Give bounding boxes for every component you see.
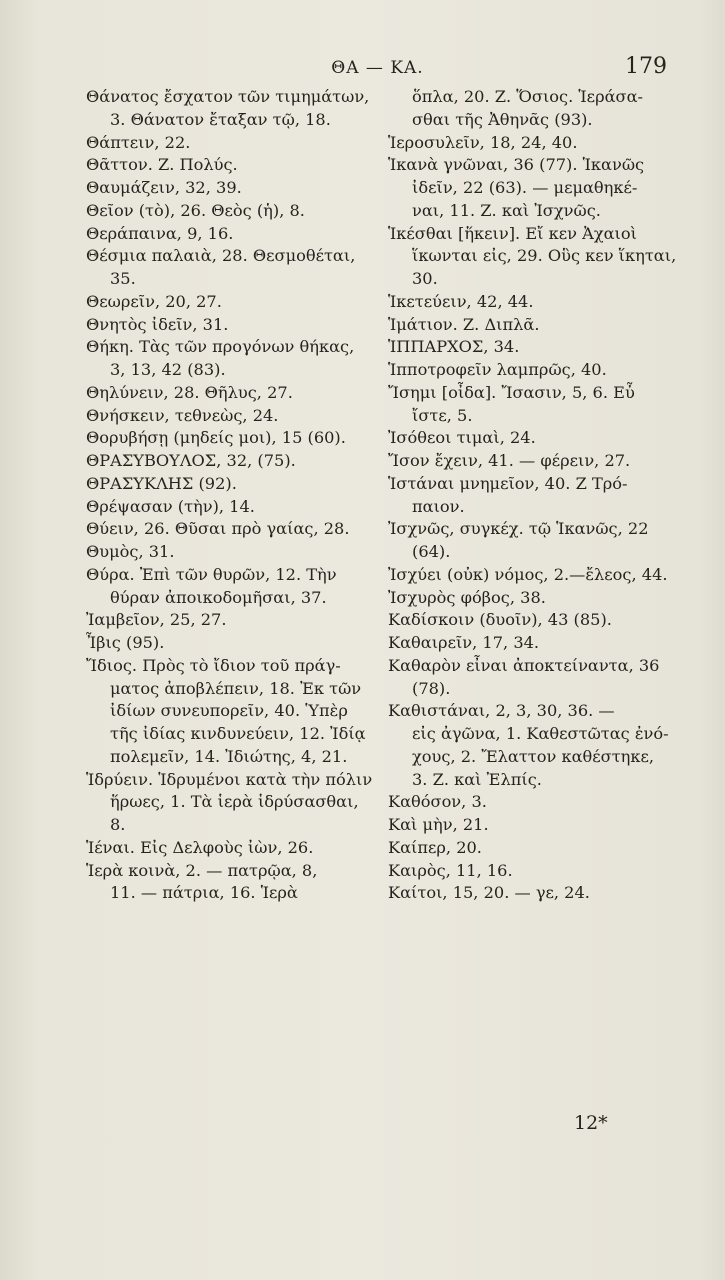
page-header (0, 52, 725, 82)
left-index-line: 8. (110, 815, 126, 834)
right-index-line: Ἰσχνῶς, συγκέχ. τῷ Ἱκανῶς, 22 (388, 519, 649, 539)
right-index-line: Ἱκέσθαι [ἥκειν]. Εἴ κεν Ἀχαιοὶ (388, 223, 637, 243)
right-index-line: Καδίσκοιν (δυοῖν), 43 (85). (388, 610, 612, 630)
right-index-line: παιον. (412, 496, 465, 516)
left-index-line: ΘΡΑΣΥΚΛΗΣ (92). (86, 473, 237, 493)
left-index-line: Θύρα. Ἐπὶ τῶν θυρῶν, 12. Τὴν (86, 564, 337, 584)
right-column (388, 86, 688, 905)
right-index-line: ἰδεῖν, 22 (63). — μεμαθηκέ- (412, 178, 638, 197)
right-index-line: Ἱκετεύειν, 42, 44. (388, 291, 534, 311)
left-index-line: Ἶβις (95). (86, 633, 165, 652)
left-index-line: Θέσμια παλαιὰ, 28. Θεσμοθέται, (86, 246, 356, 266)
right-index-line: 30. (412, 269, 438, 288)
right-index-line: σθαι τῆς Ἀθηνᾶς (93). (412, 109, 593, 129)
left-index-line: Ἱδρύειν. Ἱδρυμένοι κατὰ τὴν πόλιν (86, 769, 373, 789)
right-index-line: Καθιστάναι, 2, 3, 30, 36. — (388, 701, 615, 721)
left-column (86, 86, 382, 905)
right-index-line: ἵκωνται εἰς, 29. Οὓς κεν ἵκηται, (412, 246, 677, 266)
right-index-line: (78). (412, 678, 451, 698)
left-index-line: Θάπτειν, 22. (86, 132, 191, 152)
left-index-line: 11. — πάτρια, 16. Ἱερὰ (110, 883, 298, 903)
left-index-line: ματος ἀποβλέπειν, 18. Ἐκ τῶν (110, 678, 362, 698)
right-index-line: Καίπερ, 20. (388, 837, 482, 857)
left-index-line: Θεράπαινα, 9, 16. (86, 223, 234, 243)
right-index-line: Ἰσχυρὸς φόβος, 38. (388, 587, 546, 607)
page-number: 179 (625, 54, 667, 79)
right-index-line: ναι, 11. Ζ. καὶ Ἰσχνῶς. (412, 200, 601, 220)
running-head: ΘΑ — ΚΑ. (331, 58, 424, 78)
right-index-line: Ἱμάτιον. Ζ. Διπλᾶ. (388, 314, 540, 334)
right-index-line: Καθαρὸν εἶναι ἀποκτείναντα, 36 (388, 655, 660, 675)
left-index-line: πολεμεῖν, 14. Ἰδιώτης, 4, 21. (110, 746, 348, 766)
right-index-line: Ἱστάναι μνημεῖον, 40. Ζ Τρό- (388, 473, 628, 493)
left-index-line: τῆς ἰδίας κινδυνεύειν, 12. Ἰδίᾳ (110, 724, 366, 743)
right-index-line: Ἰσόθεοι τιμαὶ, 24. (388, 428, 536, 448)
left-index-line: Θορυβήσῃ (μηδείς μοι), 15 (60). (86, 428, 346, 448)
right-index-line: Καθαιρεῖν, 17, 34. (388, 633, 540, 652)
left-index-line: Θαυμάζειν, 32, 39. (86, 178, 242, 197)
left-index-line: Θεῖον (τὸ), 26. Θεὸς (ἡ), 8. (86, 200, 305, 220)
left-index-line: Θύειν, 26. Θῦσαι πρὸ γαίας, 28. (86, 519, 350, 539)
left-index-line: Θηλύνειν, 28. Θῆλυς, 27. (86, 382, 293, 402)
left-index-line: Θνήσκειν, τεθνεὼς, 24. (86, 405, 279, 425)
right-index-line: Ἱπποτροφεῖν λαμπρῶς, 40. (388, 360, 607, 379)
left-index-line: Ἴδιος. Πρὸς τὸ ἴδιον τοῦ πράγ- (86, 655, 341, 675)
right-index-line: ἴστε, 5. (412, 405, 473, 425)
right-index-line: (64). (412, 542, 451, 561)
right-index-line: χους, 2. Ἔλαττον καθέστηκε, (412, 746, 655, 766)
right-index-line: ἹΠΠΑΡΧΟΣ, 34. (388, 337, 520, 357)
right-index-line: Καὶ μὴν, 21. (388, 815, 489, 834)
left-index-line: Ἰαμβεῖον, 25, 27. (86, 610, 227, 630)
left-index-line: Θάνατος ἔσχατον τῶν τιμημάτων, (86, 87, 370, 106)
right-index-line: Ἴσον ἔχειν, 41. — φέρειν, 27. (388, 451, 631, 470)
left-index-line: ἰδίων συνευπορεῖν, 40. Ὑπὲρ (110, 701, 348, 721)
left-index-line: θύραν ἀποικοδομῆσαι, 37. (110, 587, 327, 607)
right-index-line: Καθόσον, 3. (388, 792, 487, 812)
right-index-line: Καίτοι, 15, 20. — γε, 24. (388, 883, 590, 903)
right-index-line: Ἰσχύει (οὐκ) νόμος, 2.—ἔλεος, 44. (388, 564, 668, 584)
left-index-line: ΘΡΑΣΥΒΟΥΛΟΣ, 32, (75). (86, 451, 296, 470)
right-index-line: εἰς ἀγῶνα, 1. Καθεστῶτας ἐνό- (412, 724, 669, 743)
left-index-line: Θνητὸς ἰδεῖν, 31. (86, 314, 229, 334)
left-index-line: Θρέψασαν (τὴν), 14. (86, 496, 255, 516)
left-index-line: Ἱέναι. Εἰς Δελφοὺς ἰὼν, 26. (86, 837, 314, 857)
right-index-line: 3. Ζ. καὶ Ἐλπίς. (412, 769, 542, 789)
signature-mark: 12* (574, 1112, 608, 1134)
left-index-line: Θεωρεῖν, 20, 27. (86, 291, 222, 311)
right-index-line: Ἱεροσυλεῖν, 18, 24, 40. (388, 132, 578, 152)
left-index-line: 35. (110, 269, 136, 288)
left-index-line: 3, 13, 42 (83). (110, 360, 226, 379)
right-index-line: Ἱκανὰ γνῶναι, 36 (77). Ἱκανῶς (388, 155, 645, 175)
left-index-line: 3. Θάνατον ἔταξαν τῷ, 18. (110, 109, 331, 129)
right-index-line: Καιρὸς, 11, 16. (388, 860, 513, 880)
right-index-line: Ἴσημι [οἶδα]. Ἴσασιν, 5, 6. Εὖ (388, 382, 635, 402)
left-index-line: Ἱερὰ κοινὰ, 2. — πατρῷα, 8, (86, 860, 318, 880)
left-index-line: Θυμὸς, 31. (86, 542, 175, 561)
left-index-line: Θήκη. Τὰς τῶν προγόνων θήκας, (86, 337, 355, 357)
left-index-line: Θᾶττον. Ζ. Πολύς. (86, 155, 238, 175)
right-index-line: ὅπλα, 20. Ζ. Ὅσιος. Ἱεράσα- (412, 87, 643, 106)
left-index-line: ἥρωες, 1. Τὰ ἱερὰ ἱδρύσασθαι, (110, 792, 359, 812)
